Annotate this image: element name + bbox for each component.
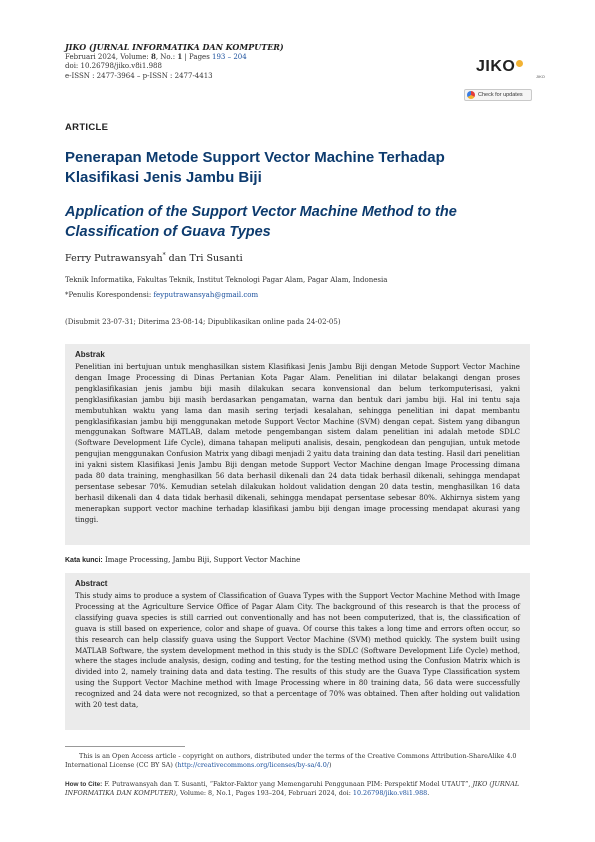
- article-type: ARTICLE: [65, 122, 109, 133]
- keywords: [65, 556, 300, 564]
- pages-range: 193 – 204: [212, 53, 247, 61]
- number-prefix: , No.:: [155, 53, 178, 61]
- doi-line[interactable]: doi: 10.26798/jiko.v8i1.988: [65, 62, 162, 70]
- pages-prefix: | Pages: [182, 53, 213, 61]
- corresponding-mark: *: [162, 252, 166, 259]
- cite-label: How to Cite:: [65, 781, 103, 788]
- license-footnote: [65, 752, 530, 770]
- journal-name: JIKO (JURNAL INFORMATIKA DAN KOMPUTER): [65, 42, 284, 52]
- correspondence-label: *Penulis Korespondensi:: [65, 291, 154, 299]
- check-for-updates-button[interactable]: [464, 89, 532, 101]
- correspondence-email-link[interactable]: feyputrawansyah@gmail.com: [153, 291, 259, 299]
- logo-subtext: JIKO: [536, 74, 545, 79]
- keywords-label: Kata kunci:: [65, 557, 103, 564]
- author-first: Ferry Putrawansyah: [65, 253, 163, 265]
- abstract-text: This study aims to produce a system of Classification of Guava Types with the Support Vector Machine Method with Image Processing at the Agriculture Service Office of Pagar Alam City. The background of this research is that the process of classifying guava species is still carried out conventionally and has not been computerized, that is, the classification of guava is still based on experience, color and shape of guava. Of course this takes a long time and errors often occur, so this research can help classify guava using the Support Vector Machine (SVM) method quickly. The system built using MATLAB Software, the system development method in this study is the SDLC (Software Development Life Cycle) method, where the stages include analysis, design, coding and testing, for the testing method using the Confusion Matrix which is divided into 2, namely training data and data testing. The results of this study are the Guava Type Classification system using the Support Vector Machine method with Image Processing where in 80 training data, 56 data were successfully recognized and 24 data were not recognized, so that a percentage of 70% was obtained. Then after holding out validation with 20 test data,: [75, 591, 520, 710]
- author-rest: dan Tri Susanti: [165, 253, 243, 265]
- correspondence: [65, 291, 258, 299]
- how-to-cite: [65, 780, 530, 798]
- cite-doi-link[interactable]: 10.26798/jiko.v8i1.988: [352, 789, 428, 797]
- abstrak-heading: Abstrak: [75, 350, 105, 359]
- cite-journal: JIKO (JURNAL INFORMATIKA DAN KOMPUTER): [65, 780, 520, 797]
- cite-rest: , Volume: 8, No.1, Pages 193–204, Februari 2024, doi:: [175, 789, 353, 797]
- authors: [65, 252, 243, 264]
- issue-prefix: Februari 2024, Volume:: [65, 53, 151, 61]
- license-close: ): [328, 761, 332, 769]
- submission-dates: (Disubmit 23-07-31; Diterima 23-08-14; Dipublikasikan online pada 24-02-05): [65, 318, 341, 326]
- issue-number: 1: [177, 52, 183, 61]
- title-indonesian: Penerapan Metode Support Vector Machine Terhadap Klasifikasi Jenis Jambu Biji: [65, 149, 445, 186]
- check-updates-label: Check for updates: [478, 92, 523, 98]
- abstract-heading: Abstract: [75, 579, 108, 588]
- abstract-box: [65, 573, 530, 730]
- keywords-text: Image Processing, Jambu Biji, Support Vector Machine: [102, 556, 301, 564]
- affiliation: Teknik Informatika, Fakultas Teknik, Institut Teknologi Pagar Alam, Pagar Alam, Indonesia: [65, 276, 388, 284]
- license-text: This is an Open Access article - copyright on authors, distributed under the terms of the Creative Commons Attribution-ShareAlike 4.0 International License (CC BY SA) (: [65, 752, 517, 769]
- title-english: Application of the Support Vector Machine Method to the Classification of Guava Types: [65, 204, 457, 240]
- cite-text: F. Putrawansyah dan T. Susanti, “Faktor-Faktor yang Memengaruhi Penggunaan PIM: Perspektif Model UTAUT”,: [102, 780, 473, 788]
- cite-end: .: [427, 789, 430, 797]
- issue-line: [65, 52, 247, 61]
- logo-dot-icon: [516, 60, 523, 67]
- volume-number: 8: [150, 52, 156, 61]
- abstrak-text: Penelitian ini bertujuan untuk menghasilkan sistem Klasifikasi Jenis Jambu Biji dengan Metode Support Vector Machine dengan Image Processing di Dinas Pertanian Kota Pagar Alam. Penelitian ini dilatar belakangi dengan proses pengklasifikasian jenis jambu biji masih dilakukan secara konvensional dan belum terkomputerisasi, yakni pengklasifikasian jambu biji masih berdasarkan pengamatan, warna dan bentuk dari jambu biji. Hal ini tentu saja membutuhkan waktu yang lama dan masih sering terjadi kesalahan, sehingga penelitian ini dapat membantu pengklasifikasian jambu biji menggunakan metode Support Vector Machine (SVM) dengan cepat. Sistem yang dibangun menggunakan Software MATLAB, dalam metode pengembangan sistem dalam penelitian ini adalah metode SDLC (Software Development Life Cycle), dimana tahapan meliputi analisis, desain, pengkodean dan pengujian, untuk metode pengujian menggunakan Confusion Matrix yang dibagi menjadi 2 yaitu data training dan data testing. Hasil dari penelitian ini yakni sistem Klasifikasi Jenis Jambu Biji dengan metode Support Vector Machine dengan Image Processing dimana pada 80 data training, menghasilkan 56 data berhasil dikenali dan 24 data tidak berhasil dikenali, sehingga mendapat persentase sebesar 70%. Kemudian setelah dilakukan holdout validation dengan 20 data testin, menghasilkan 16 data berhasil dikenali dan 4 data tidak berhasil dikenali, sehingga mendapat persentase sebesar 80%. Akhirnya sistem yang menerapkan support vector machine terhadap klasifikasi jambu biji dengan image processing mendapat akurasi yang tinggi.: [75, 362, 520, 524]
- abstrak-box: [65, 344, 530, 545]
- license-link[interactable]: http://creativecommons.org/licenses/by-sa/4.0/: [177, 761, 329, 769]
- footnote-divider: [65, 746, 185, 747]
- issn-line: e-ISSN : 2477-3964 – p-ISSN : 2477-4413: [65, 72, 213, 80]
- journal-logo: [476, 58, 523, 76]
- logo-text: JIKO: [476, 58, 516, 75]
- check-updates-icon: [467, 91, 475, 99]
